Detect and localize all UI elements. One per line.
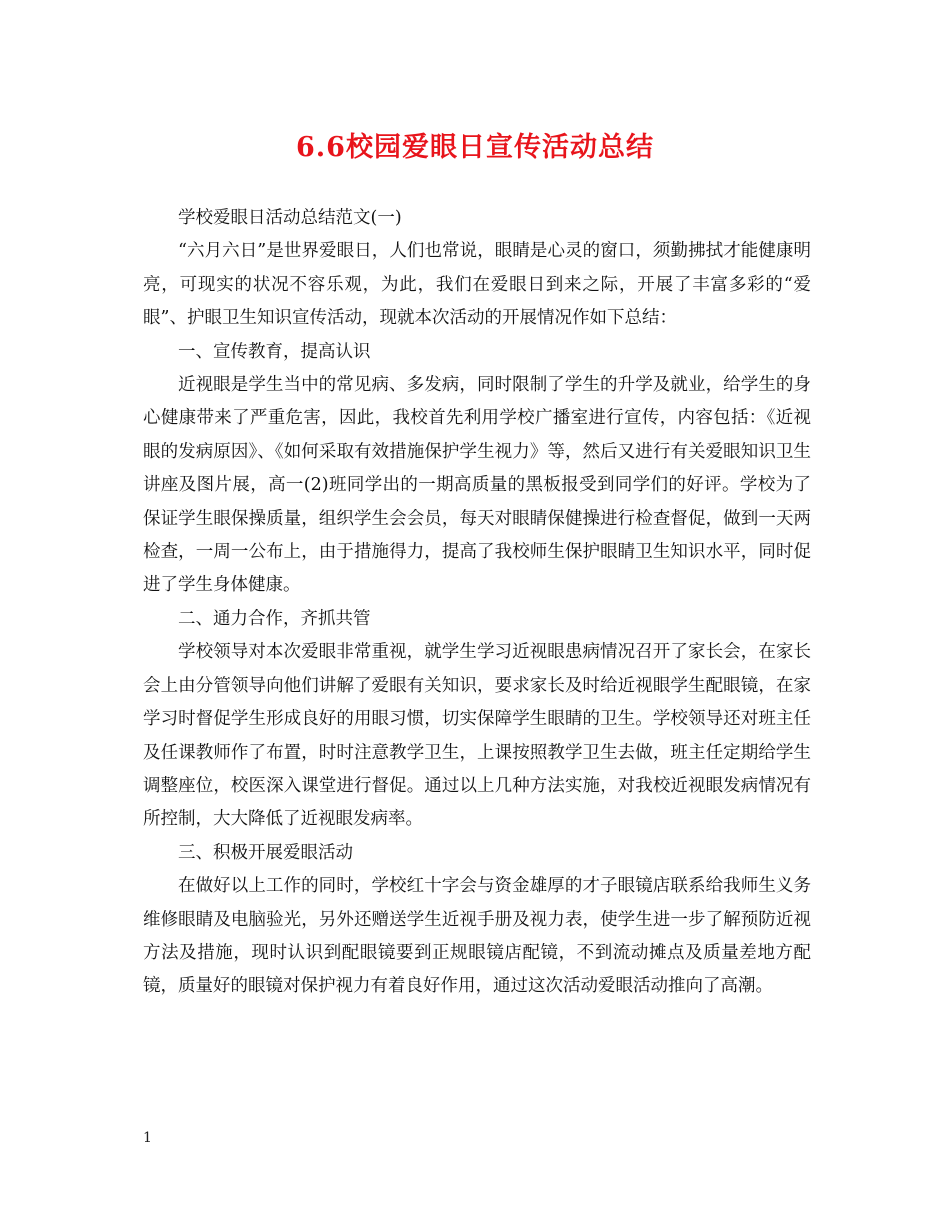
- paragraph-section-1: 近视眼是学生当中的常见病、多发病，同时限制了学生的升学及就业，给学生的身心健康带来了严重危害，因此，我校首先利用学校广播室进行宣传，内容包括：《近视眼的发病原因》、《如何采取有效措施保护学生视力》等，然后又进行有关爱眼知识卫生讲座及图片展，高一(2)班同学出的一期高质量的黑板报受到同学们的好评。学校为了保证学生眼保操质量，组织学生会会员，每天对眼睛保健操进行检查督促，做到一天两检查，一周一公布上，由于措施得力，提高了我校师生保护眼睛卫生知识水平，同时促进了学生身体健康。: [143, 375, 811, 596]
- document-body: [143, 202, 811, 1004]
- paragraph-section-3: 在做好以上工作的同时，学校红十字会与资金雄厚的才子眼镜店联系给我师生义务维修眼睛及电脑验光，另外还赠送学生近视手册及视力表，使学生进一步了解预防近视方法及措施，现时认识到配眼镜要到正规眼镜店配镜，不到流动摊点及质量差地方配镜，质量好的眼镜对保护视力有着良好作用，通过这次活动爱眼活动推向了高潮。: [143, 876, 811, 997]
- section-heading-1: 一、宣传教育，提高认识: [178, 341, 371, 362]
- page-number: 1: [143, 1130, 152, 1146]
- paragraph-intro: “六月六日”是世界爱眼日，人们也常说，眼睛是心灵的窗口，须勤拂拭才能健康明亮，可现实的状况不容乐观，为此，我们在爱眼日到来之际，开展了丰富多彩的“爱眼”、护眼卫生知识宣传活动，现就本次活动的开展情况作如下总结：: [143, 241, 811, 329]
- document-title: 6.6校园爱眼日宣传活动总结: [296, 132, 654, 163]
- section-heading-2: 二、通力合作，齐抓共管: [178, 608, 371, 629]
- section-heading-3: 三、积极开展爱眼活动: [178, 842, 353, 863]
- section-heading-intro: 学校爱眼日活动总结范文(一): [178, 208, 402, 228]
- paragraph-section-2: 学校领导对本次爱眼非常重视，就学生学习近视眼患病情况召开了家长会，在家长会上由分管领导向他们讲解了爱眼有关知识，要求家长及时给近视眼学生配眼镜，在家学习时督促学生形成良好的用眼习惯，切实保障学生眼睛的卫生。学校领导还对班主任及任课教师作了布置，时时注意教学卫生，上课按照教学卫生去做，班主任定期给学生调整座位，校医深入课堂进行督促。通过以上几种方法实施，对我校近视眼发病情况有所控制，大大降低了近视眼发病率。: [143, 642, 811, 830]
